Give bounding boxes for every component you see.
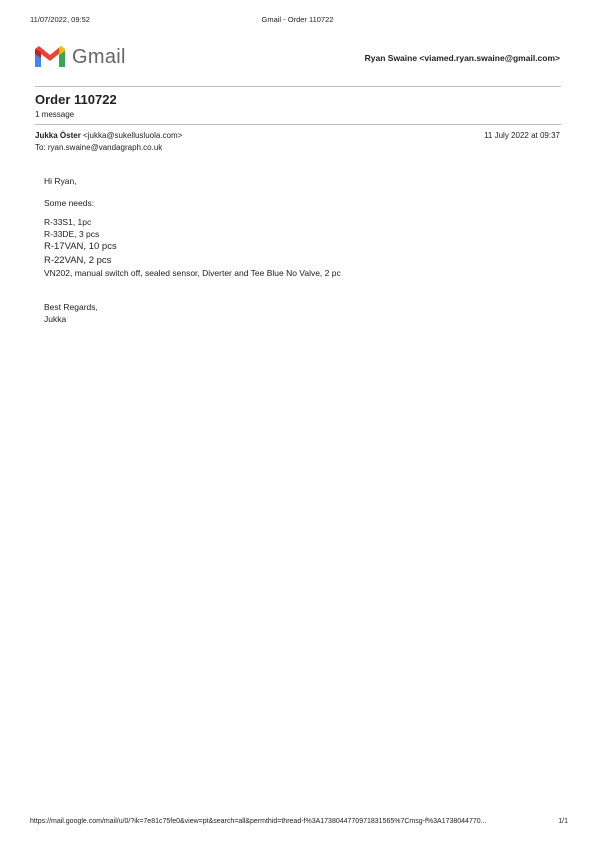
sender-email[interactable]: <jukka@sukellusluola.com> [83,131,183,140]
account-identity: Ryan Swaine <viamed.ryan.swaine@gmail.com> [364,53,560,63]
print-page-number: 1/1 [558,818,568,825]
order-item: R-33S1, 1pc [44,217,92,227]
header-divider [35,86,561,87]
signature: Jukka [44,314,67,324]
message-date: 11 July 2022 at 09:37 [484,131,560,140]
thread-subject: Order 110722 [35,92,117,107]
order-item: VN202, manual switch off, sealed sensor, Diverter and Tee Blue No Valve, 2 pc [44,268,341,278]
order-item: R-22VAN, 2 pcs [44,255,112,266]
sender-line [35,131,182,140]
thread-divider [35,124,561,125]
gmail-m-icon [35,45,65,67]
signoff: Best Regards, [44,302,98,312]
order-item: R-17VAN, 10 pcs [44,241,117,252]
gmail-wordmark: Gmail [72,46,126,68]
recipient-line: To: ryan.swaine@vandagraph.co.uk [35,143,163,152]
intro-line: Some needs: [44,198,95,208]
message-count: 1 message [35,110,75,119]
gmail-logo [35,45,135,69]
print-header [0,0,595,24]
print-datetime: 11/07/2022, 09:52 [30,15,90,24]
sender-name: Jukka Öster [35,131,81,140]
order-item: R-33DE, 3 pcs [44,229,100,239]
print-page-title: Gmail - Order 110722 [261,15,334,24]
print-footer-url: https://mail.google.com/mail/u/0/?ik=7e81c75fe0&view=pt&search=all&permthid=thread-f%3A1738044770971831565%7Cmsg-f%3A1738044770... [30,818,487,825]
greeting: Hi Ryan, [44,176,77,186]
